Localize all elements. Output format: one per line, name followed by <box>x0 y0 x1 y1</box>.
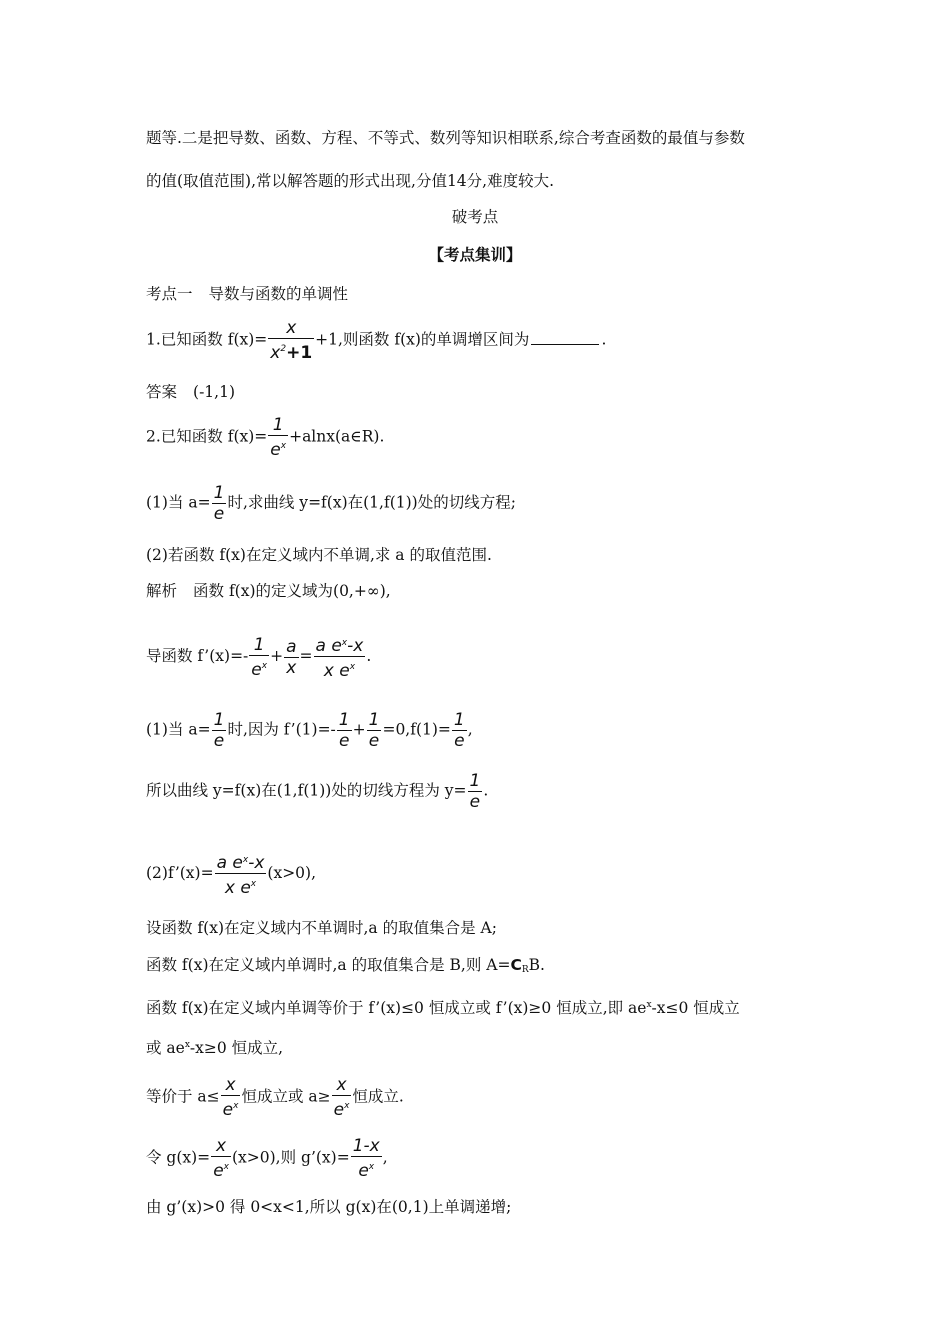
fraction: $\frac{1}{e}$ <box>338 710 350 751</box>
point-heading <box>146 284 348 304</box>
fraction: $\frac{a e^x-x}{x e^x}$ <box>215 850 267 898</box>
fraction: $\frac{1}{e^x}$ <box>251 634 268 680</box>
question-2: 2.已知函数 f(x)= $\frac{1}{e^x}$ +alnx(a∈R). <box>146 415 385 460</box>
fraction: $\frac{1-x}{e^x}$ <box>352 1136 380 1181</box>
fraction: $\frac{a e^x-x}{x e^x}$ <box>314 633 366 681</box>
set-a-line: 设函数 f(x)在定义域内不单调时,a 的取值集合是 A; <box>146 919 497 937</box>
answer-blank <box>531 330 599 345</box>
fraction: $\frac{x}{x^2+1}$ <box>270 318 313 363</box>
fraction: $\frac{1}{e}$ <box>213 483 225 524</box>
g-increasing: 由 g’(x)>0 得 0<x<1,所以 g(x)在(0,1)上单调递增; <box>146 1198 512 1216</box>
fraction: $\frac{1}{e^x}$ <box>270 415 287 460</box>
fraction: $\frac{x}{e^x}$ <box>222 1075 239 1120</box>
question-2-part-2: (2)若函数 f(x)在定义域内不单调,求 a 的取值范围. <box>146 546 492 564</box>
question-2-part-1: (1)当 a= $\frac{1}{e}$ 时,求曲线 y=f(x)在(1,f(1))处的切线方程; <box>146 483 516 524</box>
solution-part-2: (2)f’(x)= $\frac{a e^x-x}{x e^x}$ (x>0), <box>146 850 316 898</box>
intro-line-1: 题等.二是把导数、函数、方程、不等式、数列等知识相联系,综合考查函数的最值与参数 <box>146 129 745 147</box>
fraction: $\frac{a}{x}$ <box>286 636 297 678</box>
section-title: 破考点 <box>451 208 499 226</box>
section-subtitle: 【考点集训】 <box>428 245 522 264</box>
intro-line-2: 的值(取值范围),常以解答题的形式出现,分值14分,难度较大. <box>146 172 555 190</box>
g-definition: 令 g(x)= $\frac{x}{e^x}$ (x>0),则 g’(x)= $\frac{1-x}{e^x}$ , <box>146 1136 388 1181</box>
fraction: $\frac{1}{e}$ <box>368 710 380 751</box>
answer-1: 答案 (-1,1) <box>146 383 235 401</box>
equivalent-condition: 等价于 a≤ $\frac{x}{e^x}$ 恒成立或 a≥ $\frac{x}{e^x}$ 恒成立. <box>146 1075 404 1120</box>
derivative-line: 导函数 f’(x)=- $\frac{1}{e^x}$ + $\frac{a}{x}$ = $\frac{a e^x-x}{x e^x}$ . <box>146 634 372 681</box>
monotonic-equivalence-cont: 或 $ae^x-x\ge 0$ 恒成立, <box>146 1039 284 1057</box>
question-1: 1.已知函数 f(x)= $\frac{x}{x^2+1}$ +1,则函数 f(x)的单调增区间为 . <box>146 318 607 363</box>
tangent-line-result: 所以曲线 y=f(x)在(1,f(1))处的切线方程为 y= $\frac{1}{e}$ . <box>146 771 489 812</box>
fraction: $\frac{x}{e^x}$ <box>333 1075 350 1120</box>
fraction: $\frac{1}{e}$ <box>453 710 465 751</box>
monotonic-equivalence: 函数 f(x)在定义域内单调等价于 f’(x)≤0 恒成立或 f’(x)≥0 恒成立,即 $ae^x-x\le 0$ 恒成立 <box>146 999 740 1017</box>
fraction: $\frac{x}{e^x}$ <box>213 1136 229 1181</box>
fraction: $\frac{1}{e}$ <box>213 710 225 751</box>
solution-intro: 解析 函数 f(x)的定义域为(0,+∞), <box>146 582 391 600</box>
set-b-line: 函数 f(x)在定义域内单调时,a 的取值集合是 B,则 $A=C_RB$. <box>146 956 545 975</box>
solution-part-1: (1)当 a= $\frac{1}{e}$ 时,因为 f’(1)=- $\frac{1}{e}$ + $\frac{1}{e}$ =0,f(1)= $\frac{1}{e}$ , <box>146 710 473 751</box>
point-label: 考点一 <box>146 285 193 303</box>
fraction: $\frac{1}{e}$ <box>469 771 481 812</box>
point-title: 导数与函数的单调性 <box>208 285 349 303</box>
